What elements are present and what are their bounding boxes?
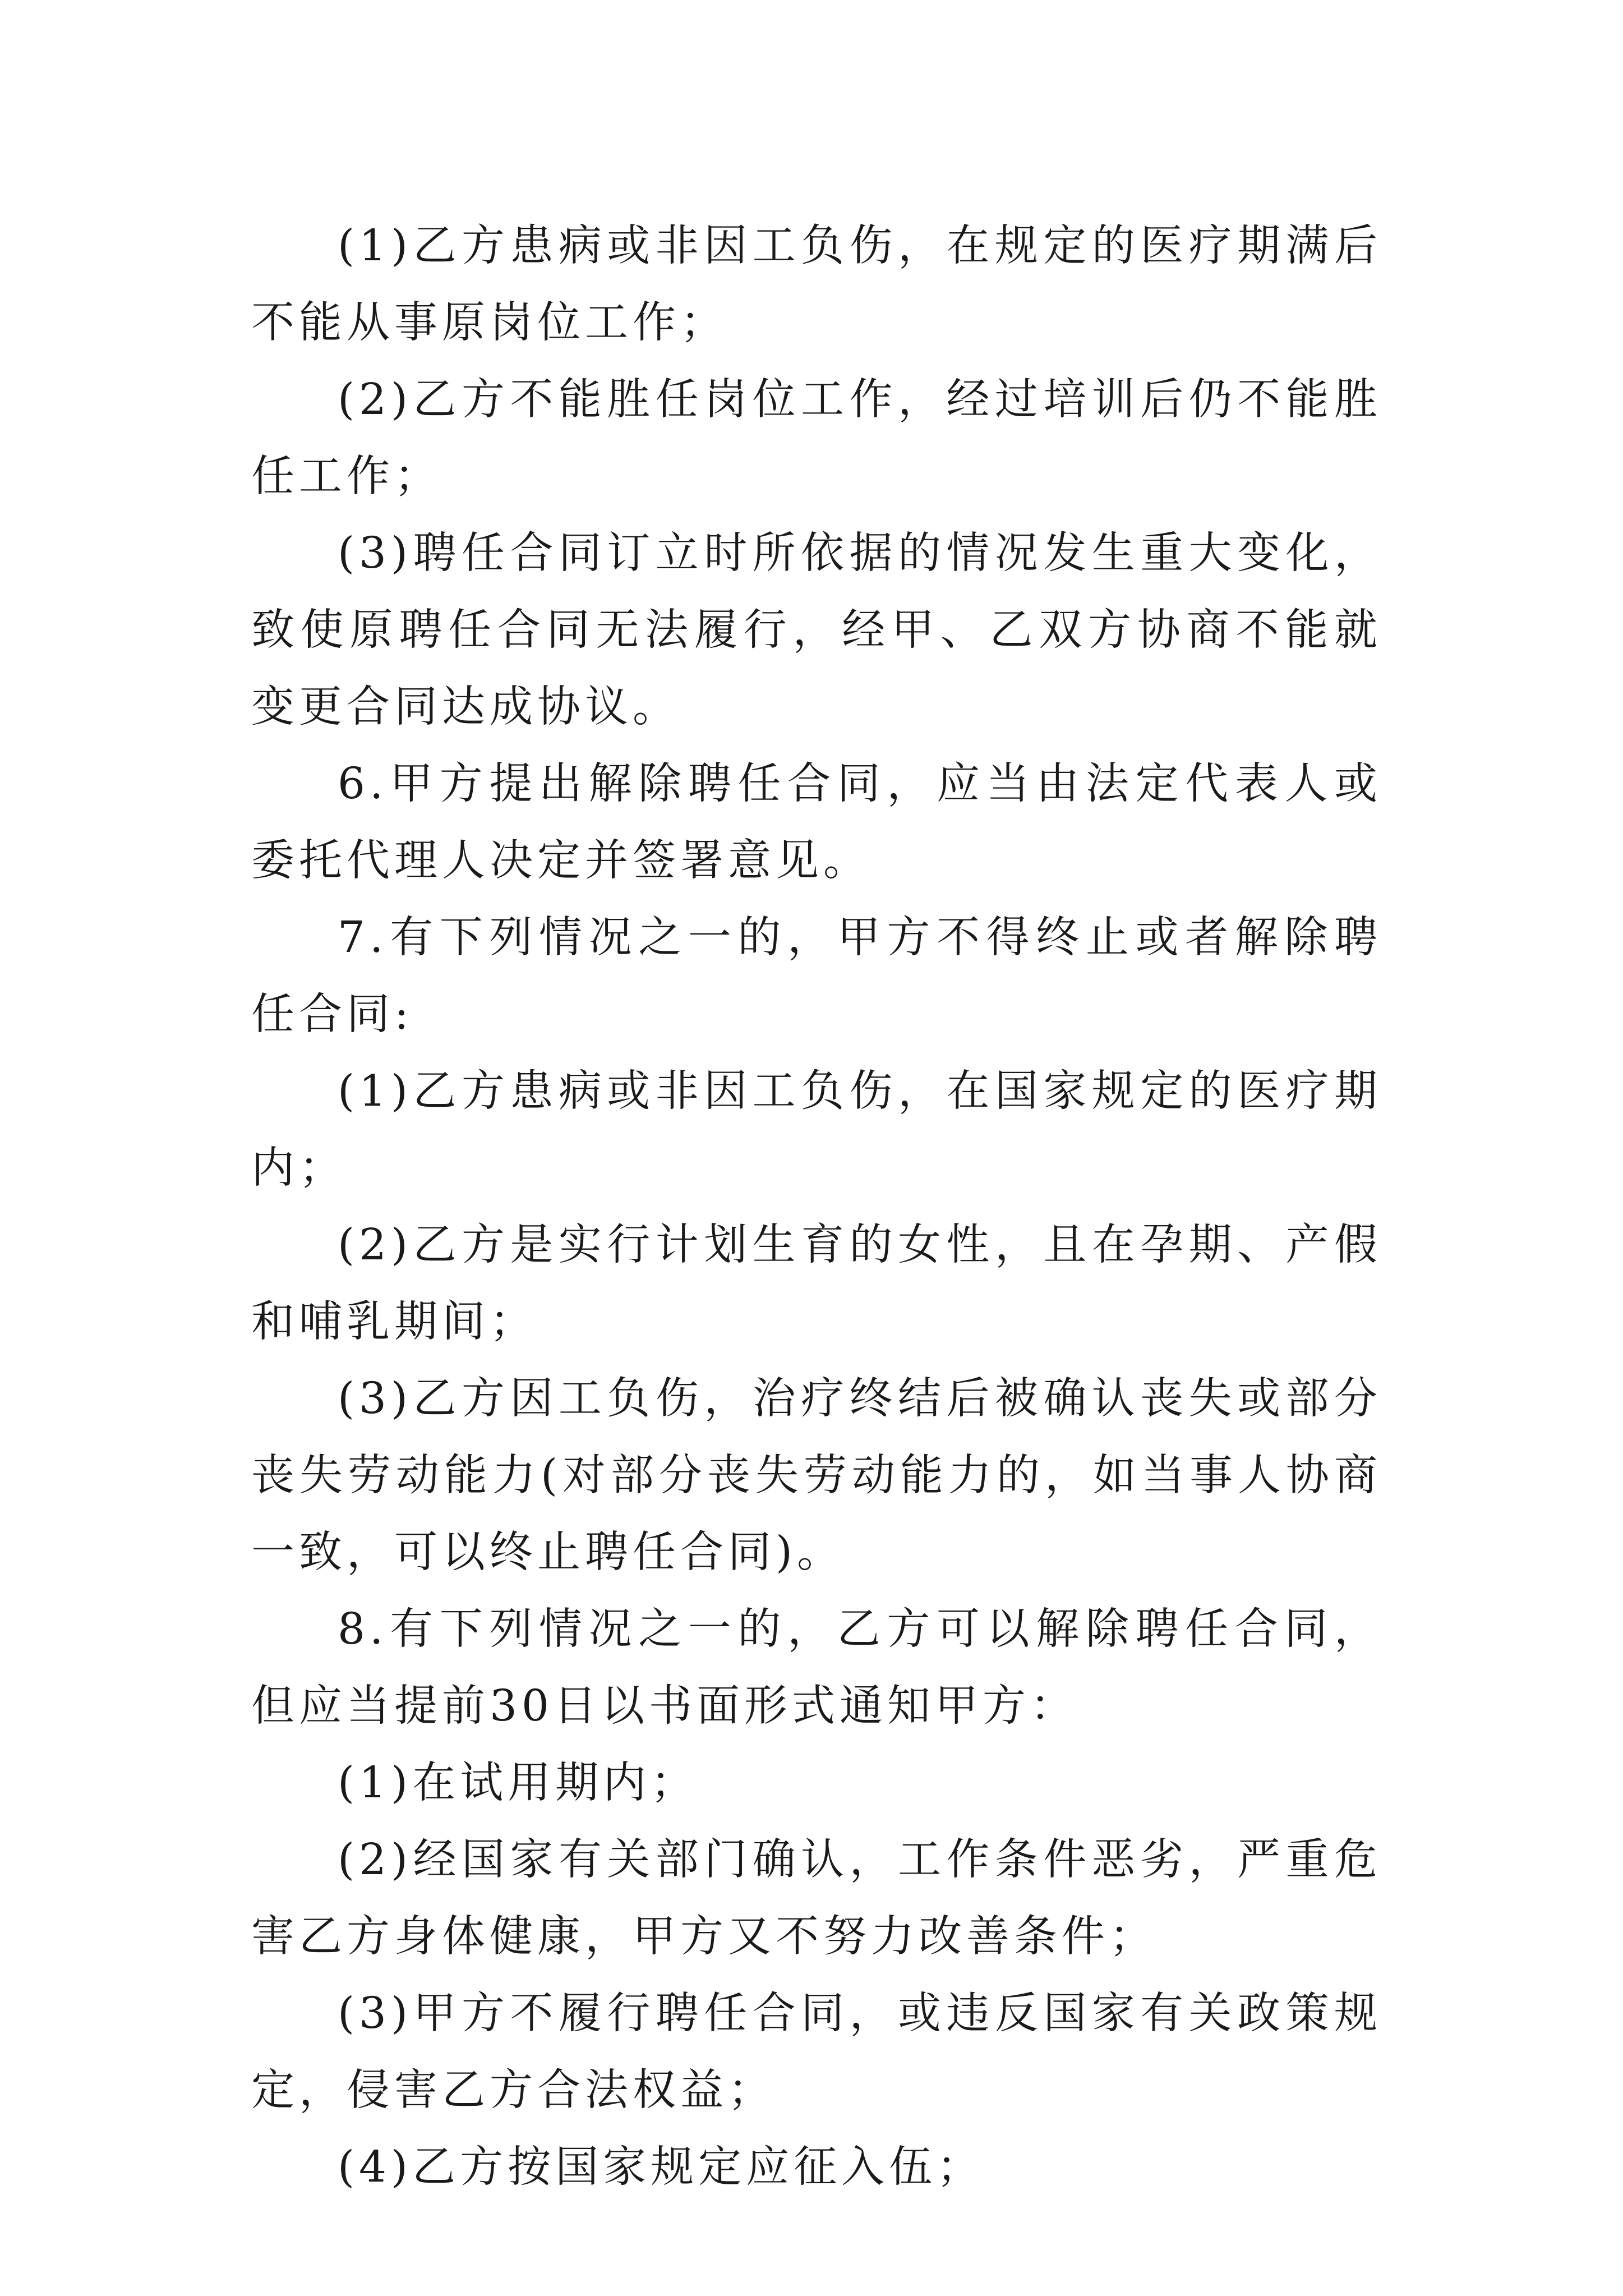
- document-body: [251, 208, 1382, 2206]
- paragraph: (3)乙方因工负伤，治疗终结后被确认丧失或部分丧失劳动能力(对部分丧失劳动能力的，如当事人协商一致，可以终止聘任合同)。: [251, 1374, 1382, 1577]
- paragraph: 6.甲方提出解除聘任合同，应当由法定代表人或委托代理人决定并签署意见。: [251, 759, 1382, 886]
- paragraph: (1)乙方患病或非因工负伤，在国家规定的医疗期内；: [251, 1066, 1382, 1193]
- paragraph: 8.有下列情况之一的，乙方可以解除聘任合同，但应当提前30日以书面形式通知甲方：: [251, 1604, 1382, 1731]
- paragraph: (3)甲方不履行聘任合同，或违反国家有关政策规定，侵害乙方合法权益；: [251, 1989, 1382, 2115]
- paragraph: (2)经国家有关部门确认，工作条件恶劣，严重危害乙方身体健康，甲方又不努力改善条件；: [251, 1835, 1382, 1962]
- paragraph: (2)乙方是实行计划生育的女性，且在孕期、产假和哺乳期间；: [251, 1220, 1382, 1347]
- paragraph: (4)乙方按国家规定应征入伍；: [338, 2142, 985, 2192]
- paragraph: (2)乙方不能胜任岗位工作，经过培训后仍不能胜任工作；: [251, 375, 1382, 501]
- paragraph: 7.有下列情况之一的，甲方不得终止或者解除聘任合同:: [251, 913, 1382, 1039]
- paragraph: (1)在试用期内；: [338, 1758, 699, 1808]
- paragraph: (1)乙方患病或非因工负伤，在规定的医疗期满后不能从事原岗位工作；: [251, 221, 1382, 348]
- paragraph: (3)聘任合同订立时所依据的情况发生重大变化，致使原聘任合同无法履行，经甲、乙双方协商不能就变更合同达成协议。: [251, 528, 1382, 732]
